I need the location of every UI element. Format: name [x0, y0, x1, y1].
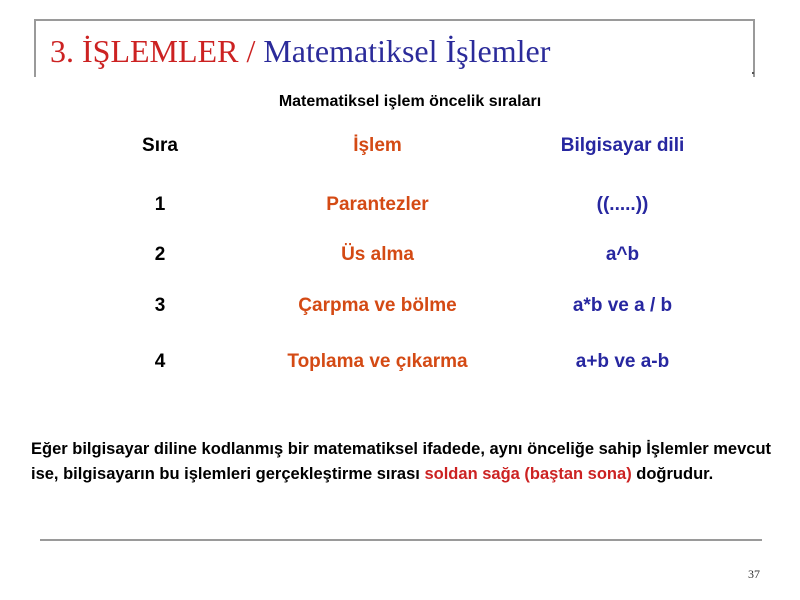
row-operation: Üs alma [341, 244, 414, 265]
row-notation: a*b ve a / b [572, 295, 673, 316]
row-notation: ((.....)) [596, 194, 649, 215]
header-computer-language: Bilgisayar dili [560, 135, 685, 156]
row-notation: a+b ve a-b [575, 351, 670, 372]
row-rank: 2 [154, 244, 166, 265]
paragraph-text-start: Eğer bilgisayar diline kodlanmış bir matematiksel ifadede, aynı önceliğe sahip İşlemler mevcut ise, bilgisayarın bu işlemleri gerçekleştirme sırası [31, 440, 772, 483]
row-operation: Toplama ve çıkarma [287, 351, 468, 372]
row-notation: a^b [605, 244, 640, 265]
explanation-paragraph [31, 437, 791, 487]
row-operation: Parantezler [326, 194, 429, 215]
paragraph-text-end: doğrudur. [631, 465, 714, 483]
header-operation: İşlem [353, 135, 402, 156]
slide-title [50, 31, 550, 71]
row-operation: Çarpma ve bölme [298, 295, 457, 316]
title-dot [752, 72, 754, 74]
table-caption: Matematiksel işlem öncelik sıraları [278, 93, 542, 110]
page-number: 37 [748, 567, 760, 581]
header-rank: Sıra [142, 135, 178, 156]
title-separator: / [246, 33, 256, 69]
paragraph-highlight: soldan sağa (baştan sona) [424, 465, 632, 483]
row-rank: 3 [154, 295, 166, 316]
title-main: 3. İŞLEMLER [50, 33, 239, 69]
row-rank: 1 [154, 194, 166, 215]
row-rank: 4 [154, 351, 166, 372]
bottom-divider [40, 539, 762, 541]
title-sub: Matematiksel İşlemler [263, 33, 551, 69]
